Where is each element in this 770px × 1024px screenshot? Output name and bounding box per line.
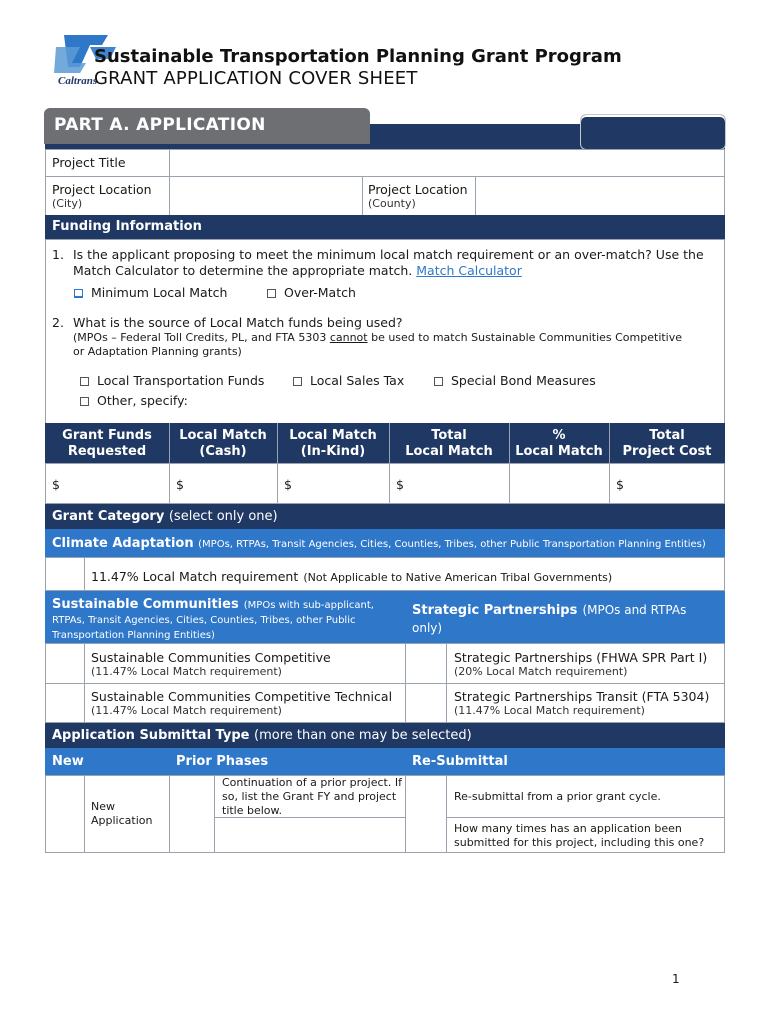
prior-project-field[interactable] (215, 818, 404, 852)
location-county-sub: (County) (368, 197, 416, 210)
sp-opt2-sub: (11.47% Local Match requirement) (454, 704, 645, 717)
page-number: 1 (672, 972, 680, 986)
checkbox[interactable] (74, 289, 83, 298)
logo-text: Caltrans (58, 75, 98, 87)
q2-note: (MPOs – Federal Toll Credits, PL, and FTA 5303 cannot be used to match Sustainable Communities Competitive (73, 331, 683, 344)
sc-opt2-sub: (11.47% Local Match requirement) (91, 704, 282, 717)
q2-option-ltf[interactable]: Local Transportation Funds (80, 373, 264, 389)
location-county-field[interactable] (478, 178, 723, 214)
q2-option-bond[interactable]: Special Bond Measures (434, 373, 596, 389)
submittal-header: Application Submittal Type (more than one may be selected) (45, 723, 725, 748)
climate-adaptation-header: Climate Adaptation (MPOs, RTPAs, Transit Agencies, Cities, Counties, Tribes, other Public Transportation Planning Entities) (45, 529, 725, 557)
resub-label: Re-submittal from a prior grant cycle. (454, 790, 661, 803)
q2-text: What is the source of Local Match funds being used? (73, 315, 403, 330)
resub-count-label: How many times has an application been submitted for this project, including this one? (454, 822, 705, 849)
sc-header-text: Sustainable Communities (MPOs with sub-applicant, RTPAs, Transit Agencies, Cities, Counties, Tribes, other Public Transportation Planning Entities) (52, 597, 374, 641)
project-title-field[interactable] (172, 151, 722, 175)
match-calculator-link[interactable]: Match Calculator (416, 263, 522, 278)
q2-note2: or Adaptation Planning grants) (73, 345, 242, 358)
q1-text2: Match Calculator to determine the appropriate match. (73, 263, 413, 278)
checkbox[interactable] (80, 377, 89, 386)
sp-header-text: Strategic Partnerships (MPOs and RTPAs only) (412, 603, 687, 635)
q1-text: Is the applicant proposing to meet the minimum local match requirement or an over-match? Use the (73, 247, 704, 262)
sp-opt2-checkbox[interactable] (406, 684, 446, 722)
new-application-label: New Application (91, 800, 153, 827)
project-title-label: Project Title (52, 155, 126, 170)
col-prior: Prior Phases (176, 754, 269, 769)
funding-header: Funding Information (45, 215, 725, 239)
sc-opt1-label: Sustainable Communities Competitive (91, 650, 331, 665)
location-city-field[interactable] (172, 178, 360, 214)
q1-option-overmatch[interactable]: Over-Match (267, 285, 356, 301)
q2-option-other[interactable]: Other, specify: (80, 393, 188, 409)
part-a-label: PART A. APPLICATION (54, 115, 266, 135)
resub-checkbox[interactable] (406, 776, 446, 816)
checkbox[interactable] (267, 289, 276, 298)
sc-opt2-label: Sustainable Communities Competitive Technical (91, 689, 393, 704)
sc-opt2-checkbox[interactable] (46, 684, 84, 722)
grant-category-header: Grant Category (select only one) (45, 504, 725, 529)
location-city-sub: (City) (52, 197, 83, 210)
part-a-tab (44, 108, 370, 144)
sc-opt1-sub: (11.47% Local Match requirement) (91, 665, 282, 678)
th-total-local: Total Local Match (405, 428, 493, 459)
prior-phase-label: Continuation of a prior project. If so, list the Grant FY and project title below. (222, 776, 402, 817)
sp-opt1-sub: (20% Local Match requirement) (454, 665, 628, 678)
local-cash-field[interactable]: $ (176, 477, 184, 492)
sp-opt2-label: Strategic Partnerships Transit (FTA 5304) (454, 689, 710, 704)
location-county-label: Project Location (368, 182, 468, 197)
checkbox[interactable] (293, 377, 302, 386)
th-percent-local: % Local Match (515, 428, 603, 459)
percent-local-field[interactable] (516, 477, 602, 497)
submittal-col-header (45, 748, 725, 775)
th-total-cost: Total Project Cost (622, 428, 712, 459)
prior-checkbox[interactable] (170, 776, 214, 852)
th-grant-funds: Grant Funds Requested (62, 428, 152, 459)
sp-opt1-checkbox[interactable] (406, 644, 446, 682)
q2-option-sales-tax[interactable]: Local Sales Tax (293, 373, 404, 389)
new-checkbox[interactable] (46, 776, 84, 852)
th-local-cash: Local Match (Cash) (179, 428, 267, 459)
col-resub: Re-Submittal (412, 754, 508, 769)
sp-opt1-label: Strategic Partnerships (FHWA SPR Part I) (454, 650, 708, 665)
location-city-label: Project Location (52, 182, 152, 197)
climate-option-checkbox[interactable] (46, 558, 84, 590)
checkbox[interactable] (434, 377, 443, 386)
th-local-inkind: Local Match (In-Kind) (289, 428, 377, 459)
checkbox[interactable] (80, 397, 89, 406)
total-local-field[interactable]: $ (396, 477, 404, 492)
form-subtitle: GRANT APPLICATION COVER SHEET (94, 68, 418, 89)
q2-number: 2. (52, 315, 64, 330)
sc-opt1-checkbox[interactable] (46, 644, 84, 682)
q1-number: 1. (52, 247, 64, 262)
col-new: New (52, 754, 84, 769)
grant-funds-field[interactable]: $ (52, 477, 60, 492)
total-cost-field[interactable]: $ (616, 477, 624, 492)
tab-right-decoration (580, 114, 726, 150)
climate-option-label: 11.47% Local Match requirement (Not Applicable to Native American Tribal Governments) (91, 569, 613, 584)
form-title: Sustainable Transportation Planning Grant Program (94, 46, 622, 67)
q1-option-minimum[interactable]: Minimum Local Match (74, 285, 227, 301)
local-inkind-field[interactable]: $ (284, 477, 292, 492)
